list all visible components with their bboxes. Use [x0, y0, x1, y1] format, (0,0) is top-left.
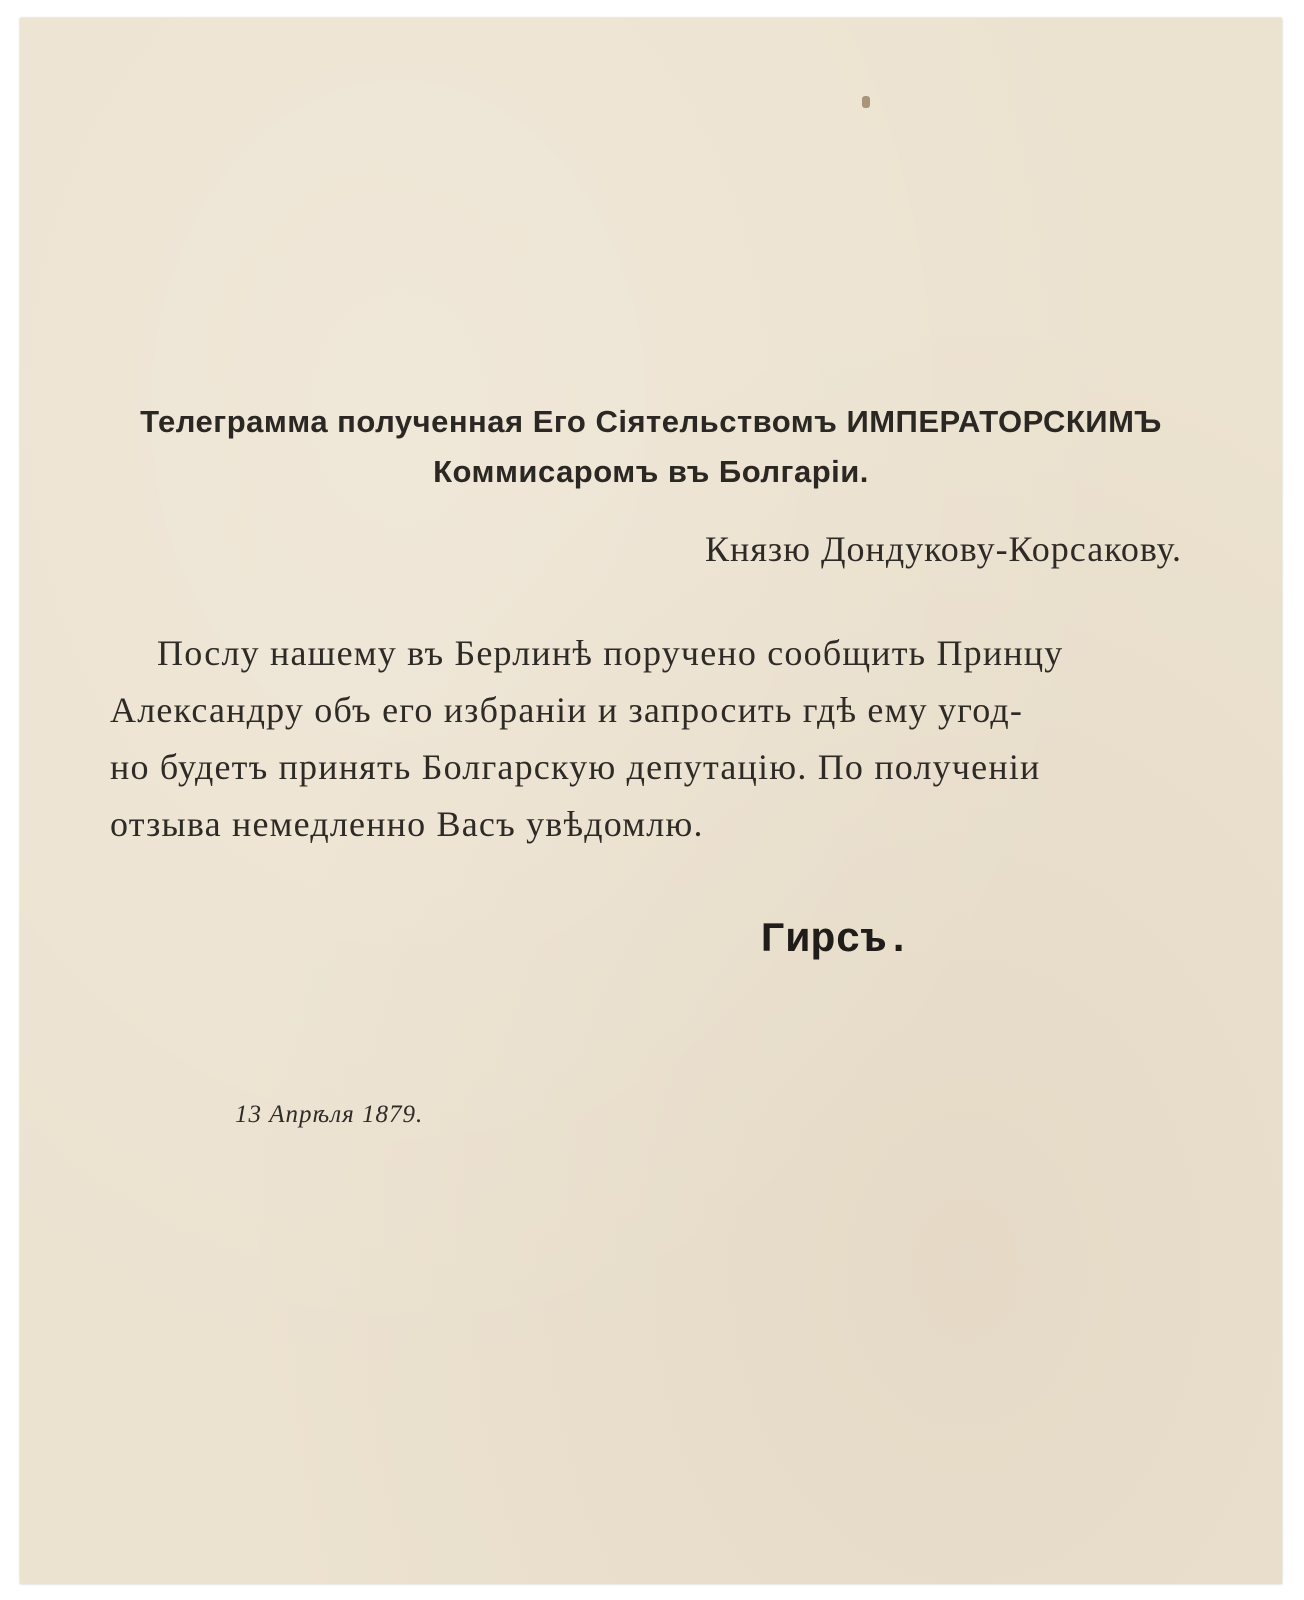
document-title-line-2: Коммисаромъ въ Болгаріи. [433, 454, 869, 489]
paper-stain [862, 96, 870, 108]
body-text-line: Александру объ его избраніи и запросить гдѣ ему угод- [110, 690, 1024, 730]
body-text-line: отзыва немедленно Васъ увѣдомлю. [110, 804, 704, 844]
document-date: 13 Апрѣля 1879. [235, 1101, 424, 1128]
document-sheet [20, 18, 1282, 1584]
addressee: Князю Дондукову-Корсакову. [705, 529, 1182, 569]
document-title-line-1: Телеграмма полученная Его Сіятельствомъ ИМПЕРАТОРСКИМЪ [140, 404, 1162, 439]
body-text-line: но будетъ принять Болгарскую депутацію. По полученіи [110, 747, 1041, 787]
body-text-line: Послу нашему въ Берлинѣ поручено сообщить Принцу [157, 633, 1064, 673]
signature: Гирсъ. [760, 916, 912, 964]
